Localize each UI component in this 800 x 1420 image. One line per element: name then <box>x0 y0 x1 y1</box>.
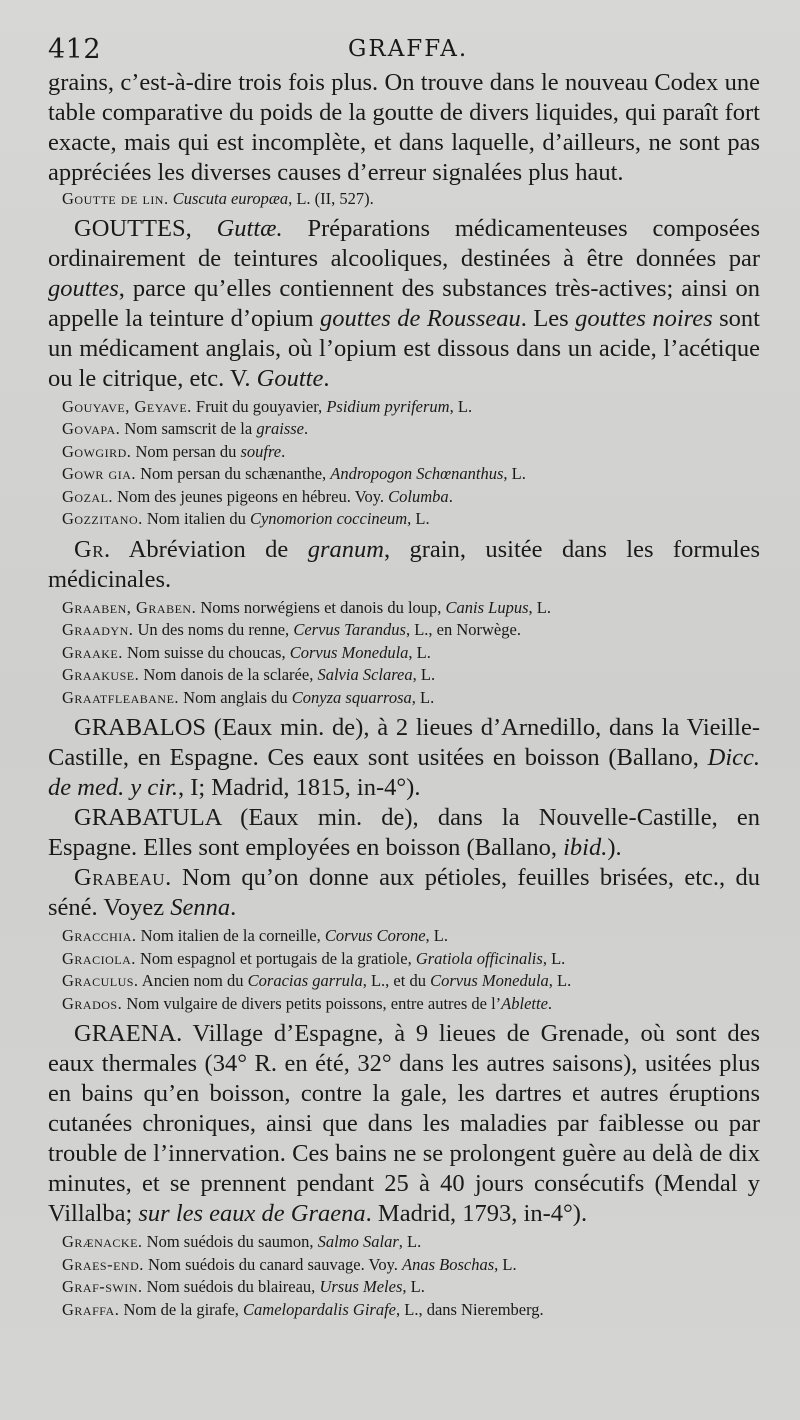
entry-graf-swin <box>62 1276 760 1299</box>
entry-latin-name: Cuscuta europæa <box>172 189 289 208</box>
entry-text: Nom vulgaire de divers petits poissons, entre autres de l’ <box>122 993 502 1013</box>
entry-graculus <box>62 970 760 993</box>
page-number: 412 <box>48 34 102 65</box>
entry-text: (Eaux min. de), dans la Nouvelle-Castille, en Espagne. Elles sont employées en boisson (Ballano, <box>48 804 760 861</box>
entry-headword: Gozal. <box>62 486 114 506</box>
entry-latin-name: Gratiola officinalis <box>415 948 543 968</box>
entry-text: sont un médicament anglais, où l’opium est dissous dans un acide, l’acétique ou le citrique, etc. V. <box>48 304 760 392</box>
entry-graatfleabane <box>62 687 760 710</box>
entry-text: , L. <box>542 948 566 968</box>
entry-text: Un des noms du renne, <box>133 620 294 639</box>
entry-headword: Graculus. <box>62 971 139 990</box>
entry-headword: Gracchia. <box>62 926 137 945</box>
entry-gowr-gia <box>62 463 760 486</box>
small-entries-group-4 <box>48 1231 760 1321</box>
entry-text: . <box>281 441 286 461</box>
entry-text: Nom persan du <box>131 441 241 461</box>
entry-graes-end <box>62 1254 760 1277</box>
entry-text: . <box>448 486 453 506</box>
entry-graffa <box>62 1299 760 1322</box>
entry-text: Nom persan du schænanthe, <box>136 464 331 483</box>
entry-latin-name: Corvus Corone <box>324 926 426 945</box>
entry-headword: Graakuse. <box>62 665 140 684</box>
entry-headword: Graadyn. <box>62 620 134 639</box>
entry-text: . Les <box>520 304 576 332</box>
entry-italic: gouttes noires <box>575 304 713 332</box>
entry-headword: Goutte de lin. <box>62 189 169 208</box>
entry-text: Nom suédois du blaireau, <box>142 1277 320 1296</box>
entry-text: , L. <box>503 464 526 483</box>
entry-text: Nom suédois du saumon, <box>142 1232 318 1251</box>
entry-text: . <box>323 364 330 392</box>
entry-headword: GRABALOS <box>74 714 207 741</box>
entry-gozzitano <box>62 508 760 531</box>
entry-text: , L. <box>528 597 551 617</box>
entry-text: , L. <box>402 1277 425 1296</box>
entry-gowgird <box>62 441 760 464</box>
entry-text: Nom des jeunes pigeons en hébreu. Voy. <box>113 486 389 506</box>
entry-headword: Graaben, Graben. <box>62 597 197 617</box>
entry-text: . Madrid, 1793, in-4°). <box>365 1200 588 1227</box>
entry-text: Nom suédois du canard sauvage. Voy. <box>143 1254 403 1274</box>
entry-text: , L., et du <box>362 971 431 990</box>
entry-text: (Eaux min. de), à 2 lieues d’Arnedillo, dans la Vieille-Castille, en Espagne. Ces eaux sont usitées en boisson (Ballano, <box>48 714 760 771</box>
entry-text: Nom de la girafe, <box>119 1299 244 1319</box>
entry-text: , L. (II, 527). <box>288 189 374 208</box>
entry-latin-name: Guttæ. <box>216 214 283 242</box>
entry-latin-name: Corvus Monedula <box>289 642 409 662</box>
entry-latin-name: Psidium pyriferum <box>326 396 450 416</box>
entry-latin-name: Corvus Monedula <box>430 971 549 990</box>
entry-latin-name: Ursus Meles <box>319 1277 403 1296</box>
entry-text: , parce qu’elles contiennent des substances très-actives; ainsi on appelle la teinture d’opium <box>48 274 760 332</box>
entry-text: , L. <box>425 926 449 945</box>
entry-headword: Gozzitano. <box>62 509 143 528</box>
entry-text: , L. <box>407 509 430 528</box>
entry-headword: GRABATULA <box>74 804 222 831</box>
entry-grabeau <box>48 863 760 923</box>
entry-graadyn <box>62 619 760 642</box>
entry-grabatula <box>48 803 760 863</box>
entry-headword: Gouyave, Geyave. <box>62 396 192 416</box>
entry-text: Abréviation de <box>110 535 308 563</box>
entry-headword: Govapa. <box>62 419 121 438</box>
entry-latin-name: Salvia Sclarea <box>317 665 413 684</box>
entry-grados <box>62 993 760 1016</box>
entry-text: Nom qu’on donne aux pétioles, feuilles brisées, etc., du séné. Voyez <box>48 864 760 921</box>
entry-text: , L. <box>449 396 473 416</box>
small-entries-group-3 <box>48 925 760 1015</box>
entry-text: Nom anglais du <box>179 687 292 707</box>
entry-graena <box>48 1019 760 1229</box>
entry-text: , L. <box>398 1232 422 1251</box>
entry-text: Noms norwégiens et danois du loup, <box>196 597 446 617</box>
entry-latin-name: Columba <box>388 486 449 506</box>
entry-italic: granum <box>307 535 384 563</box>
entry-text: . <box>304 419 309 438</box>
entry-text: Village d’Espagne, à 9 lieues de Grenade, où sont des eaux thermales (34° R. en été, 32° dans les autres saisons), usitées plus en bains qu’en boisson, contre la gale, les dartres et autres éruptions cutanées chroniques, ainsi que dans les maladies par faiblesse ou par trouble de l’innervation. Ces bains ne se prolongent guère au delà de dix minutes, et se prennent pendant 25 à 40 jours consécutifs (Mendal y Villalba; <box>48 1020 760 1227</box>
entry-headword: Graffa. <box>62 1299 120 1319</box>
entry-graakuse <box>62 664 760 687</box>
entry-gr <box>48 535 760 595</box>
entry-latin-name: Salmo Salar <box>317 1232 399 1251</box>
entry-headword: Grænacke. <box>62 1232 143 1251</box>
entry-text: , L. <box>548 971 572 990</box>
entry-italic: gouttes de Rousseau <box>320 304 521 332</box>
entry-text: Ancien nom du <box>138 971 248 990</box>
entry-text: Nom danois de la sclarée, <box>139 665 318 684</box>
entry-graake <box>62 642 760 665</box>
entry-headword: Graciola. <box>62 948 136 968</box>
entry-govapa <box>62 418 760 441</box>
entry-italic: ibid. <box>563 834 608 861</box>
entry-gracchia <box>62 925 760 948</box>
entry-italic: soufre <box>240 441 282 461</box>
entry-latin-name: Camelopardalis Girafe <box>243 1299 396 1319</box>
entry-gouyave <box>62 396 760 419</box>
entry-latin-name: Canis Lupus <box>445 597 529 617</box>
entry-headword: GOUTTES, <box>74 214 192 242</box>
entry-goutte-de-lin <box>62 188 760 211</box>
entry-text: Nom samscrit de la <box>120 419 257 438</box>
entry-text: , L. <box>411 687 435 707</box>
entry-headword: Grabeau. <box>74 864 172 891</box>
entry-italic: Ablette <box>501 993 548 1013</box>
entry-headword: Graes-end. <box>62 1254 144 1274</box>
running-head <box>48 30 760 68</box>
entry-headword: Grados. <box>62 993 123 1013</box>
entry-italic: Dicc. de med. y cir. <box>48 744 760 801</box>
entry-text: , grain, usitée dans les formules médicinales. <box>48 535 761 593</box>
entry-text: , L., en Norwège. <box>405 620 521 639</box>
entry-text: Nom italien du <box>142 509 250 528</box>
entry-italic: graisse <box>256 419 304 438</box>
entry-text: Nom suisse du choucas, <box>122 642 290 662</box>
entry-text: , L., dans Nieremberg. <box>395 1299 544 1319</box>
entry-italic: Goutte <box>256 364 324 392</box>
entry-italic: sur les eaux de Graena <box>138 1200 366 1227</box>
entry-gozal <box>62 486 760 509</box>
entry-text: . <box>547 993 553 1013</box>
entry-text: Préparations médicamenteuses composées ordinairement de teintures alcooliques, destinées à être données par <box>48 214 760 272</box>
entry-graenacke <box>62 1231 760 1254</box>
entry-headword: GRAENA. <box>74 1020 183 1047</box>
entry-headword: Gr. <box>74 535 111 563</box>
entry-headword: Graatfleabane. <box>62 687 180 707</box>
entry-latin-name: Anas Boschas <box>402 1254 495 1274</box>
entry-graciola <box>62 948 760 971</box>
paragraph-grains-text: grains, c’est-à-dire trois fois plus. On trouve dans le nouveau Codex une table comparative du poids de la goutte de divers liquides, qui paraît fort exacte, mais qui est incomplète, et dans laquelle, d’ailleurs, ne sont pas appréciées les diverses causes d’erreur signalées plus haut. <box>48 69 760 186</box>
entry-grabalos <box>48 713 760 803</box>
entry-text: . <box>230 894 237 921</box>
entry-text: Fruit du gouyavier, <box>191 396 327 416</box>
entry-text: ). <box>607 834 622 861</box>
entry-text: Nom italien de la corneille, <box>136 926 325 945</box>
entry-graaben <box>62 597 760 620</box>
entry-text: , L. <box>408 642 431 662</box>
entry-headword: Graf-swin. <box>62 1277 143 1296</box>
entry-latin-name: Andropogon Schœnanthus <box>330 464 504 483</box>
entry-headword: Gowr gia. <box>62 464 136 483</box>
entry-italic: Senna <box>170 894 231 921</box>
entry-headword: Gowgird. <box>62 441 132 461</box>
entry-latin-name: Coracias garrula <box>247 971 363 990</box>
entry-headword: Graake. <box>62 642 123 662</box>
entry-text: , L. <box>412 665 436 684</box>
small-entries-group-1 <box>48 396 760 531</box>
entry-text: , L. <box>494 1254 517 1274</box>
entry-italic: gouttes <box>48 274 119 302</box>
entry-latin-name: Cervus Tarandus <box>293 620 406 639</box>
running-title: GRAFFA. <box>348 36 469 62</box>
small-entries-group-2 <box>48 597 760 710</box>
paragraph-grains <box>48 68 760 188</box>
entry-latin-name: Conyza squarrosa <box>291 687 412 707</box>
entry-gouttes <box>48 214 760 394</box>
entry-latin-name: Cynomorion coccineum <box>249 509 408 528</box>
entry-text: Nom espagnol et portugais de la gratiole, <box>135 948 416 968</box>
entry-text: , I; Madrid, 1815, in-4°). <box>177 774 421 801</box>
